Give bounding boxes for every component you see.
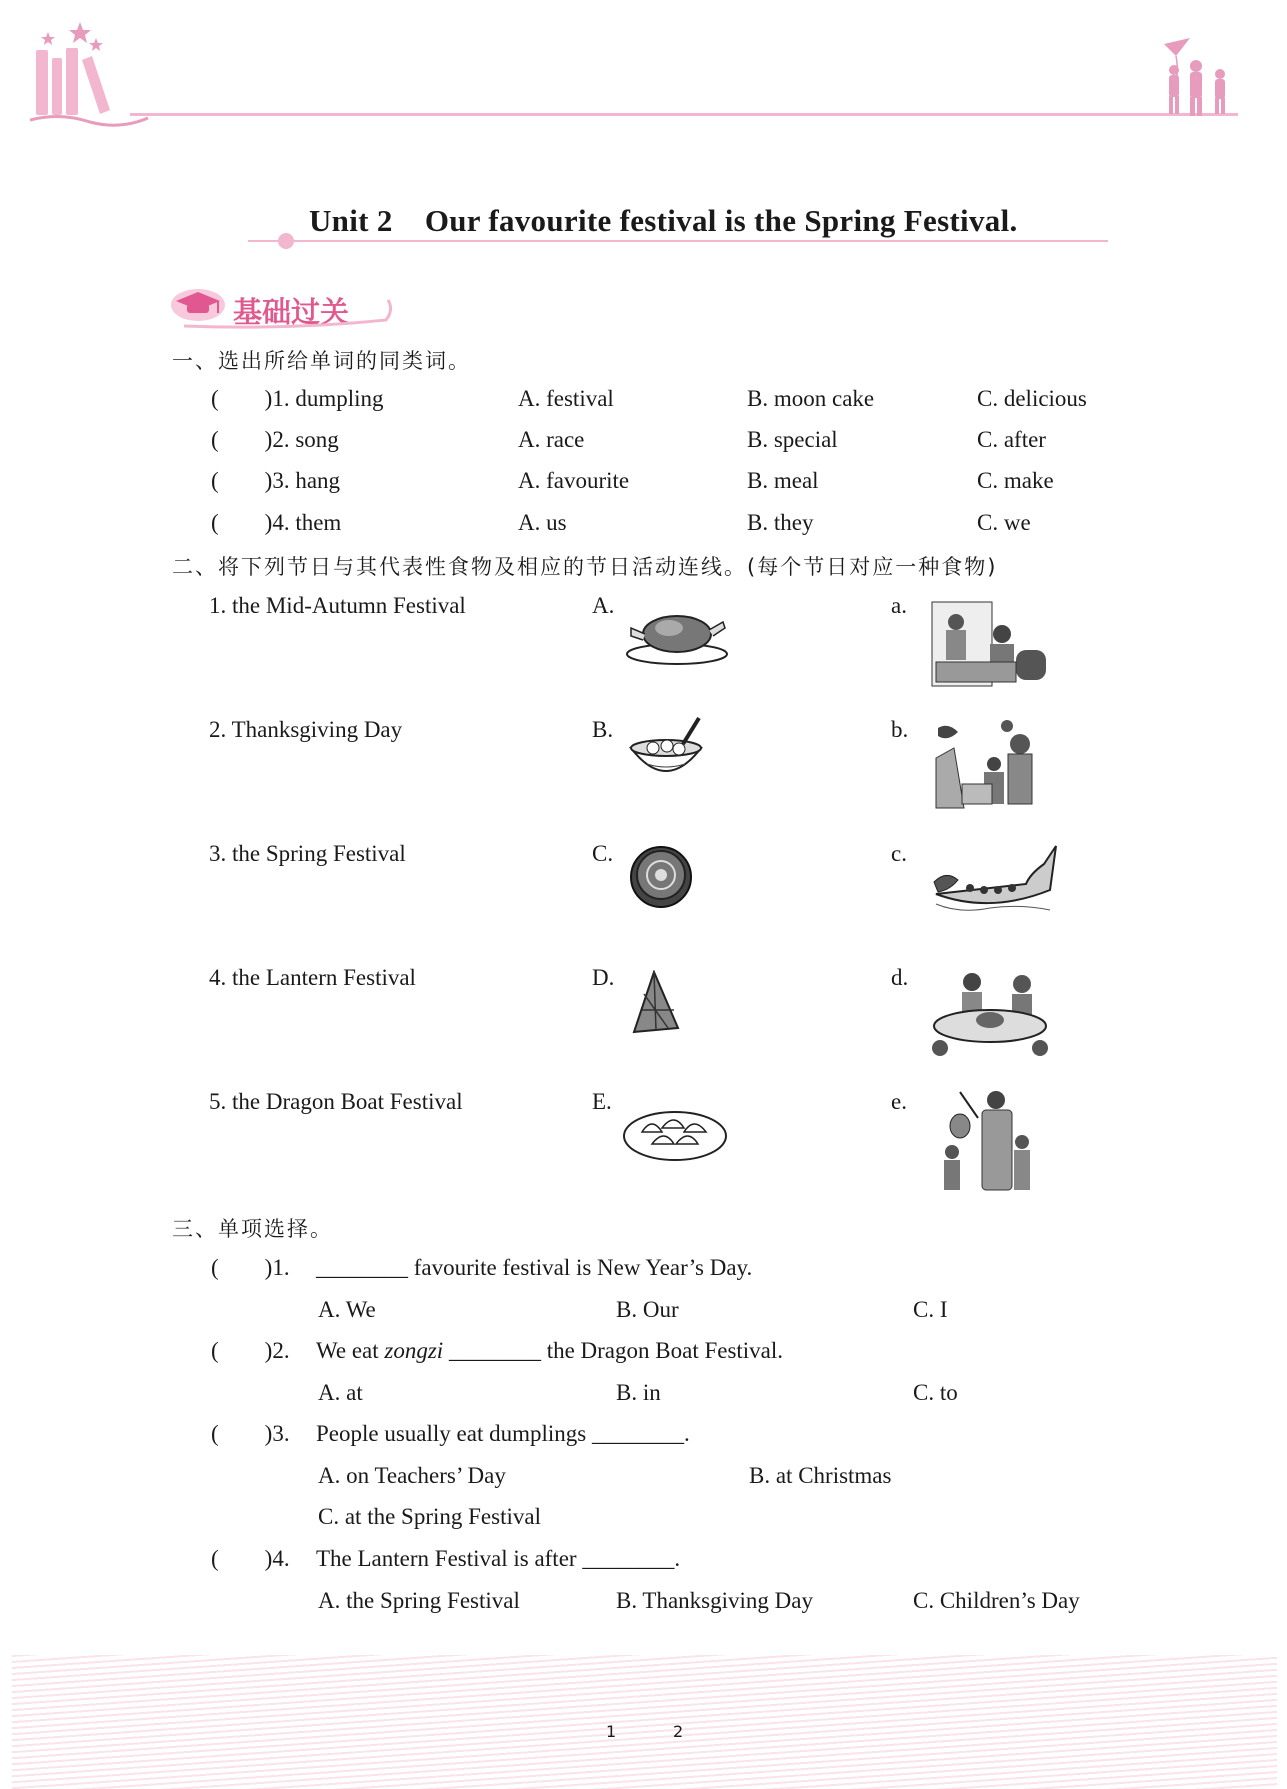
part1-q1-option-a: A. festival — [518, 386, 614, 411]
part1-q3-option-b: B. meal — [747, 468, 819, 493]
section-label: 基础过关 — [233, 295, 350, 329]
food-letter-e: E. — [592, 1089, 612, 1114]
part3-q3-option-a: A. on Teachers’ Day — [318, 1463, 506, 1488]
part3-q4-num: ( )4. — [211, 1546, 290, 1571]
part3-q2-option-c: C. to — [913, 1380, 958, 1405]
part1-q3-num: ( )3. hang — [211, 468, 341, 493]
part3-q1-option-a: A. We — [318, 1297, 376, 1322]
activity-letter-d: d. — [891, 965, 909, 990]
part1-q3-option-a: A. favourite — [518, 468, 630, 493]
part3-q3-num: ( )3. — [211, 1421, 290, 1446]
part3-q2-post: ________ the Dragon Boat Festival. — [448, 1338, 784, 1363]
part1-q2-num: ( )2. song — [211, 427, 339, 452]
zongzi-icon — [628, 970, 682, 1036]
part1-heading: 一、选出所给单词的同类词。 — [172, 349, 471, 373]
activity-letter-c: c. — [891, 841, 907, 866]
lantern-picture — [938, 1088, 1038, 1204]
part1-q4-option-c: C. we — [977, 510, 1031, 535]
section-swoosh — [180, 296, 400, 330]
part3-q1-text: ________ favourite festival is New Year’s Day. — [316, 1255, 753, 1280]
page-title: Unit 2 Our favourite festival is the Spring Festival. — [309, 203, 1018, 238]
festival-3: 3. the Spring Festival — [209, 841, 406, 866]
dragon-boat-picture — [930, 844, 1062, 924]
roast-turkey-icon — [625, 600, 729, 666]
food-letter-b: B. — [592, 717, 614, 742]
page-number-left: 1 — [606, 1722, 617, 1741]
part3-q1-num: ( )1. — [211, 1255, 290, 1280]
part3-heading: 三、单项选择。 — [172, 1217, 333, 1241]
part1-q1-num: ( )1. dumpling — [211, 386, 384, 411]
rice-dumpling-bowl-icon — [627, 714, 705, 786]
part3-q4-option-c: C. Children’s Day — [913, 1588, 1080, 1613]
page-number-right: 2 — [673, 1722, 684, 1741]
part3-q4-option-a: A. the Spring Festival — [318, 1588, 520, 1613]
part3-q1-option-c: C. I — [913, 1297, 948, 1322]
part3-q2-num: ( )2. — [211, 1338, 290, 1363]
header-rule — [130, 113, 1238, 116]
activity-letter-e: e. — [891, 1089, 907, 1114]
part1-q4-option-b: B. they — [747, 510, 814, 535]
part3-q2-text — [316, 1337, 783, 1365]
header-children-kite-picture — [1160, 36, 1240, 118]
food-letter-c: C. — [592, 841, 614, 866]
moon-cake-icon — [628, 842, 694, 908]
part3-q1-option-b: B. Our — [616, 1297, 679, 1322]
part2-heading: 二、将下列节日与其代表性食物及相应的节日活动连线。(每个节日对应一种食物) — [172, 555, 998, 579]
festival-1: 1. the Mid-Autumn Festival — [209, 593, 466, 618]
footer-band — [12, 1655, 1277, 1789]
part3-q3-text: People usually eat dumplings ________. — [316, 1421, 690, 1446]
family-dinner-picture — [930, 600, 1048, 688]
festival-4: 4. the Lantern Festival — [209, 965, 416, 990]
part3-q3-option-c: C. at the Spring Festival — [318, 1504, 541, 1529]
watching-moon-picture — [934, 718, 1044, 814]
part1-q1-option-c: C. delicious — [977, 386, 1087, 411]
part3-q4-text: The Lantern Festival is after ________. — [316, 1546, 681, 1571]
part1-q4-num: ( )4. them — [211, 510, 342, 535]
part3-q2-option-b: B. in — [616, 1380, 661, 1405]
title-underline — [248, 240, 1108, 242]
part1-q2-option-c: C. after — [977, 427, 1046, 452]
part3-q4-option-b: B. Thanksgiving Day — [616, 1588, 813, 1613]
part3-q2-italic: zongzi — [384, 1338, 444, 1363]
title-dot — [278, 233, 294, 249]
part3-q2-pre: We eat — [316, 1338, 379, 1363]
dumplings-plate-icon — [622, 1098, 728, 1164]
food-letter-d: D. — [592, 965, 615, 990]
part3-q3-option-b: B. at Christmas — [749, 1463, 892, 1488]
part1-q2-option-a: A. race — [518, 427, 585, 452]
activity-letter-a: a. — [891, 593, 907, 618]
festival-2: 2. Thanksgiving Day — [209, 717, 403, 742]
food-letter-a: A. — [592, 593, 615, 618]
part1-q3-option-c: C. make — [977, 468, 1054, 493]
festival-5: 5. the Dragon Boat Festival — [209, 1089, 463, 1114]
part1-q1-option-b: B. moon cake — [747, 386, 875, 411]
activity-letter-b: b. — [891, 717, 909, 742]
thanksgiving-dinner-picture — [928, 968, 1052, 1062]
part3-q2-option-a: A. at — [318, 1380, 363, 1405]
part1-q4-option-a: A. us — [518, 510, 567, 535]
part1-q2-option-b: B. special — [747, 427, 838, 452]
